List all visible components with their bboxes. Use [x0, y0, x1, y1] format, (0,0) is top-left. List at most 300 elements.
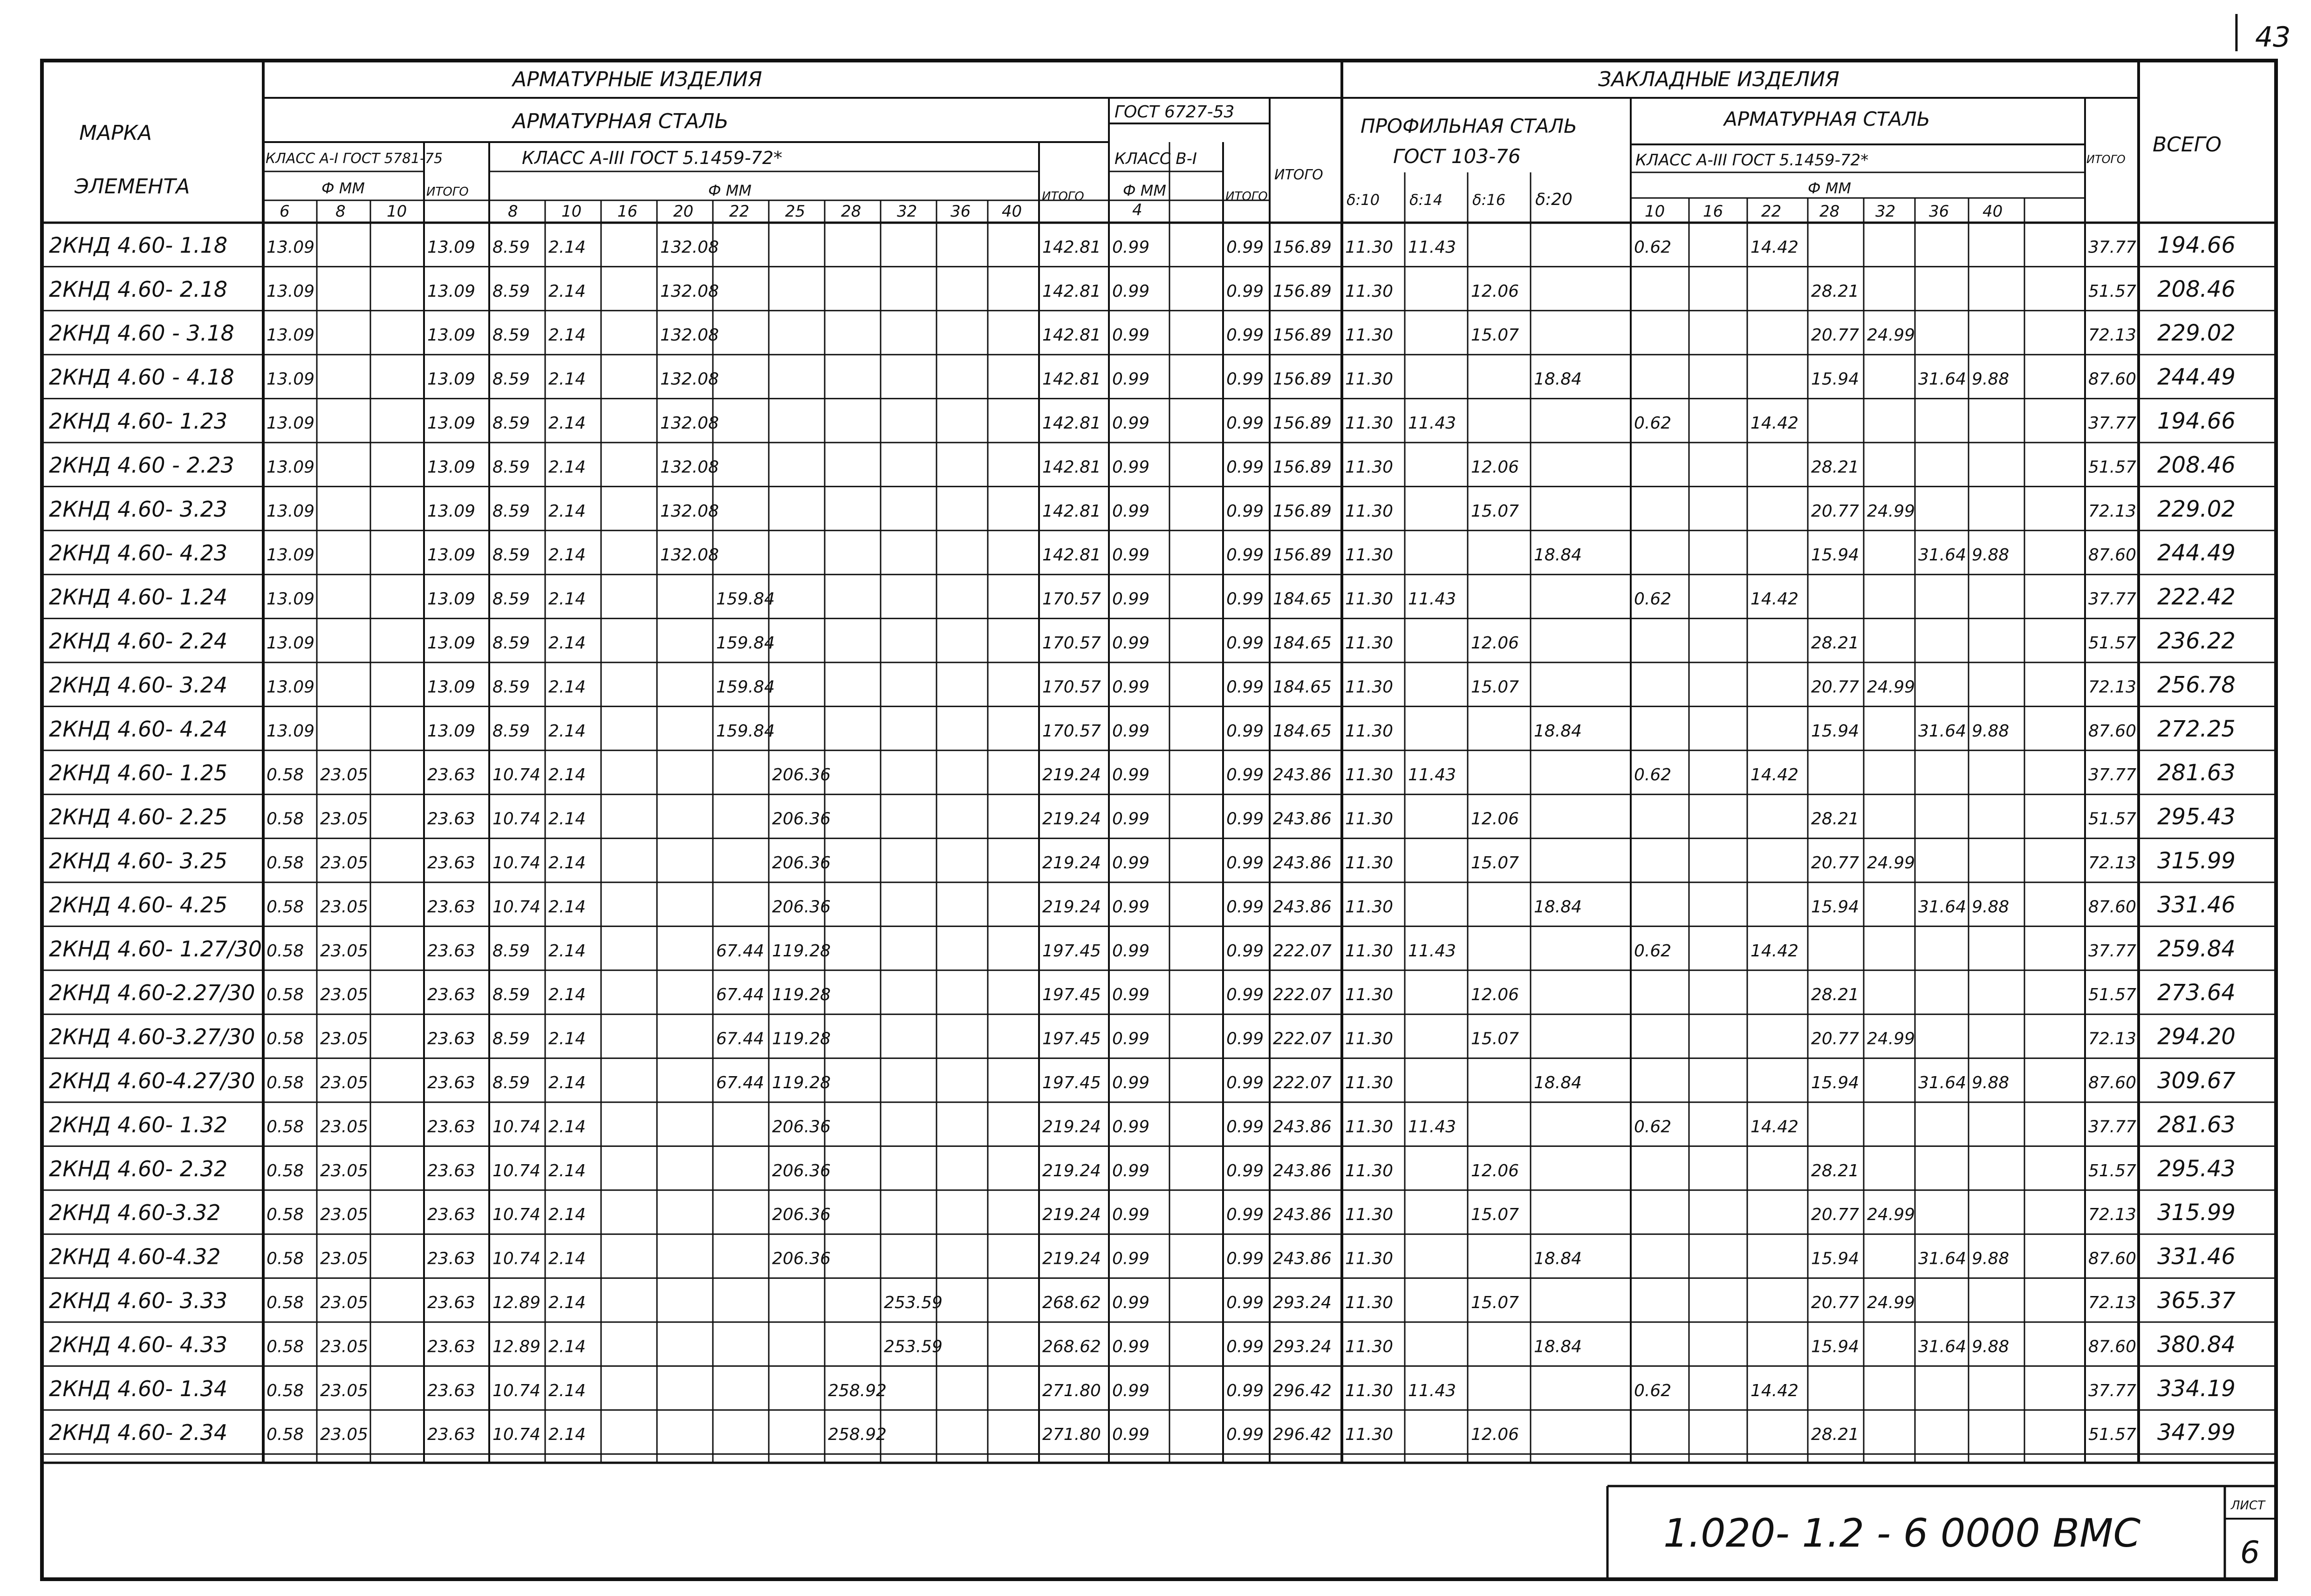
element-mark: 2КНД 4.60 - 3.18 [49, 321, 234, 346]
table-cell: 10.74 [492, 897, 541, 917]
table-cell: 23.63 [427, 941, 476, 961]
table-cell: 0.58 [267, 1029, 304, 1049]
table-cell: 2.14 [548, 721, 586, 741]
table-cell: 23.05 [320, 809, 369, 829]
table-cell: 11.30 [1345, 1293, 1394, 1312]
table-cell: 15.94 [1811, 369, 1860, 389]
table-row [49, 1024, 2236, 1050]
table-cell: 8.59 [492, 414, 530, 433]
table-cell: 10.74 [492, 1161, 541, 1180]
table-cell: 23.63 [427, 1337, 476, 1357]
table-cell: 2.14 [548, 1249, 586, 1269]
row-total: 315.99 [2157, 1200, 2236, 1226]
table-cell: 11.30 [1345, 457, 1394, 477]
table-cell: 13.09 [267, 369, 315, 389]
table-cell: 28.21 [1811, 457, 1860, 477]
element-mark: 2КНД 4.60- 3.33 [49, 1288, 228, 1313]
table-cell: 23.05 [320, 1161, 369, 1180]
table-cell: 51.57 [2088, 281, 2137, 301]
table-cell: 296.42 [1273, 1381, 1332, 1400]
element-mark: 2КНД 4.60- 1.27/30 [49, 936, 262, 962]
table-cell: 11.30 [1345, 414, 1394, 433]
table-body [42, 232, 2276, 1454]
table-cell: 37.77 [2088, 589, 2137, 609]
table-cell: 67.44 [716, 941, 765, 961]
table-cell: 0.58 [267, 941, 304, 961]
table-cell: 170.57 [1042, 589, 1101, 609]
table-cell: 9.88 [1972, 1073, 2010, 1092]
table-cell: 15.07 [1471, 853, 1519, 873]
table-cell: 2.14 [548, 414, 586, 433]
table-cell: 51.57 [2088, 985, 2137, 1005]
table-row [49, 584, 2236, 610]
table-cell: 0.99 [1112, 1205, 1150, 1225]
table-cell: 2.14 [548, 238, 586, 257]
table-cell: 9.88 [1972, 546, 2010, 565]
table-cell: 0.99 [1226, 1117, 1264, 1137]
table-cell: 0.99 [1226, 546, 1264, 565]
table-cell: 156.89 [1273, 501, 1332, 521]
table-cell: 10.74 [492, 1381, 541, 1400]
table-row [49, 672, 2236, 698]
element-mark: 2КНД 4.60- 2.24 [49, 628, 228, 654]
table-cell: 197.45 [1042, 985, 1101, 1005]
table-cell: 51.57 [2088, 1161, 2137, 1180]
table-cell: 51.57 [2088, 1425, 2137, 1445]
element-mark: 2КНД 4.60- 1.34 [49, 1376, 228, 1401]
table-cell: 8.59 [492, 941, 530, 961]
table-cell: 28.21 [1811, 281, 1860, 301]
table-cell: 11.30 [1345, 1381, 1394, 1400]
table-cell: 243.86 [1273, 1161, 1332, 1180]
table-cell: 206.36 [772, 1161, 831, 1180]
table-cell: 0.99 [1226, 589, 1264, 609]
table-cell: 13.09 [427, 281, 476, 301]
table-cell: 9.88 [1972, 1249, 2010, 1269]
table-cell: 18.84 [1534, 369, 1582, 389]
table-cell: 0.99 [1112, 1073, 1150, 1092]
table-cell: 15.94 [1811, 897, 1860, 917]
table-cell: 0.99 [1226, 1337, 1264, 1357]
table-cell: 24.99 [1867, 1293, 1915, 1312]
table-cell: 2.14 [548, 369, 586, 389]
table-cell: 11.30 [1345, 985, 1394, 1005]
table-cell: 87.60 [2088, 1073, 2137, 1092]
table-cell: 13.09 [267, 546, 315, 565]
table-cell: 0.99 [1112, 501, 1150, 521]
table-cell: 222.07 [1273, 1073, 1332, 1092]
table-cell: 13.09 [267, 721, 315, 741]
table-row [49, 1200, 2236, 1226]
element-mark: 2КНД 4.60-3.27/30 [49, 1024, 255, 1050]
table-row [49, 716, 2236, 742]
header-profile-2: δ:16 [1472, 191, 1506, 209]
row-total: 365.37 [2157, 1288, 2236, 1314]
table-cell: 222.07 [1273, 1029, 1332, 1049]
table-cell: 10.74 [492, 853, 541, 873]
table-cell: 11.43 [1408, 238, 1456, 257]
table-cell: 8.59 [492, 589, 530, 609]
header-profilnaya-stal: ПРОФИЛЬНАЯ СТАЛЬ [1361, 115, 1577, 137]
table-cell: 0.99 [1226, 501, 1264, 521]
header-phi-zakl: Ф ММ [1808, 179, 1851, 197]
table-cell: 0.62 [1634, 589, 1672, 609]
table-cell: 11.30 [1345, 1249, 1394, 1269]
table-cell: 24.99 [1867, 326, 1915, 345]
table-cell: 219.24 [1042, 1205, 1101, 1225]
table-cell: 18.84 [1534, 546, 1582, 565]
table-cell: 142.81 [1042, 501, 1101, 521]
row-total: 294.20 [2157, 1023, 2236, 1050]
header-klass-a1: КЛАСС А-I ГОСТ 5781-75 [266, 150, 443, 167]
table-cell: 31.64 [1918, 1249, 1967, 1269]
table-cell: 219.24 [1042, 1117, 1101, 1137]
table-cell: 23.05 [320, 1205, 369, 1225]
table-cell: 31.64 [1918, 546, 1967, 565]
table-cell: 37.77 [2088, 238, 2137, 257]
table-cell: 0.58 [267, 765, 304, 785]
table-cell: 11.43 [1408, 765, 1456, 785]
table-cell: 37.77 [2088, 1381, 2137, 1400]
table-cell: 15.07 [1471, 677, 1519, 697]
table-cell: 18.84 [1534, 1337, 1582, 1357]
table-cell: 0.58 [267, 1293, 304, 1312]
table-row [49, 628, 2236, 654]
table-cell: 9.88 [1972, 369, 2010, 389]
table-cell: 9.88 [1972, 721, 2010, 741]
table-row [49, 540, 2236, 566]
table-cell: 0.99 [1226, 369, 1264, 389]
table-cell: 10.74 [492, 1117, 541, 1137]
table-cell: 142.81 [1042, 414, 1101, 433]
table-cell: 67.44 [716, 985, 765, 1005]
header-diam-a3-6: 28 [841, 202, 861, 221]
row-total: 236.22 [2157, 628, 2236, 654]
element-mark: 2КНД 4.60- 2.32 [49, 1156, 228, 1181]
row-total: 380.84 [2157, 1331, 2236, 1358]
table-cell: 23.05 [320, 1249, 369, 1269]
row-total: 194.66 [2157, 408, 2236, 434]
table-cell: 8.59 [492, 677, 530, 697]
table-cell: 0.58 [267, 1205, 304, 1225]
header-diam-zakl-0: 10 [1645, 202, 1665, 221]
table-cell: 23.63 [427, 1205, 476, 1225]
element-mark: 2КНД 4.60- 4.33 [49, 1332, 228, 1357]
table-cell: 13.09 [427, 501, 476, 521]
table-cell: 219.24 [1042, 1161, 1101, 1180]
table-cell: 18.84 [1534, 1073, 1582, 1092]
sheet-number: 6 [2240, 1535, 2260, 1570]
table-cell: 11.43 [1408, 941, 1456, 961]
table-cell: 9.88 [1972, 897, 2010, 917]
table-cell: 0.99 [1112, 634, 1150, 653]
table-cell: 11.30 [1345, 1337, 1394, 1357]
table-cell: 72.13 [2088, 1205, 2137, 1225]
table-cell: 23.63 [427, 1117, 476, 1137]
row-total: 222.42 [2157, 584, 2236, 610]
element-mark: 2КНД 4.60- 4.24 [49, 716, 228, 742]
table-cell: 0.99 [1226, 1073, 1264, 1092]
table-cell: 2.14 [548, 941, 586, 961]
table-cell: 67.44 [716, 1073, 765, 1092]
table-cell: 23.05 [320, 1337, 369, 1357]
table-cell: 2.14 [548, 1381, 586, 1400]
table-cell: 253.59 [884, 1337, 943, 1357]
table-row [49, 1419, 2236, 1446]
header-diam-a3-8: 36 [950, 202, 971, 221]
table-cell: 8.59 [492, 1073, 530, 1092]
table-cell: 8.59 [492, 369, 530, 389]
row-total: 281.63 [2157, 1112, 2236, 1138]
table-cell: 31.64 [1918, 369, 1967, 389]
row-total: 256.78 [2157, 672, 2236, 698]
table-cell: 0.99 [1112, 765, 1150, 785]
table-cell: 0.62 [1634, 941, 1672, 961]
header-phi-a1: Ф ММ [321, 179, 365, 197]
table-cell: 14.42 [1750, 765, 1799, 785]
table-cell: 10.74 [492, 1425, 541, 1445]
element-mark: 2КНД 4.60-2.27/30 [49, 980, 255, 1006]
table-cell: 296.42 [1273, 1425, 1332, 1445]
header-diam-zakl-6: 40 [1983, 202, 2003, 221]
table-cell: 0.99 [1226, 941, 1264, 961]
table-cell: 87.60 [2088, 546, 2137, 565]
table-cell: 243.86 [1273, 1249, 1332, 1269]
table-row [49, 936, 2236, 962]
table-cell: 119.28 [772, 1073, 831, 1092]
table-cell: 13.09 [427, 589, 476, 609]
table-cell: 2.14 [548, 985, 586, 1005]
table-cell: 0.99 [1112, 414, 1150, 433]
table-cell: 11.30 [1345, 765, 1394, 785]
table-cell: 0.99 [1226, 721, 1264, 741]
table-row [49, 1244, 2236, 1270]
element-mark: 2КНД 4.60 - 4.18 [49, 364, 234, 390]
table-cell: 219.24 [1042, 897, 1101, 917]
table-cell: 28.21 [1811, 1425, 1860, 1445]
table-cell: 11.30 [1345, 1029, 1394, 1049]
table-cell: 11.30 [1345, 634, 1394, 653]
sheet-label: ЛИСТ [2231, 1499, 2265, 1513]
table-cell: 0.99 [1112, 1249, 1150, 1269]
table-cell: 72.13 [2088, 326, 2137, 345]
table-cell: 14.42 [1750, 1117, 1799, 1137]
table-cell: 18.84 [1534, 897, 1582, 917]
table-cell: 0.99 [1112, 677, 1150, 697]
table-cell: 87.60 [2088, 369, 2137, 389]
table-cell: 8.59 [492, 546, 530, 565]
table-cell: 184.65 [1273, 677, 1332, 697]
table-cell: 23.05 [320, 1425, 369, 1445]
table-cell: 11.43 [1408, 1381, 1456, 1400]
table-row [49, 408, 2236, 434]
table-cell: 11.30 [1345, 897, 1394, 917]
table-cell: 15.07 [1471, 501, 1519, 521]
table-cell: 87.60 [2088, 1337, 2137, 1357]
table-cell: 23.05 [320, 1073, 369, 1092]
table-cell: 0.99 [1112, 809, 1150, 829]
table-cell: 0.99 [1226, 326, 1264, 345]
table-cell: 206.36 [772, 1117, 831, 1137]
table-cell: 11.43 [1408, 414, 1456, 433]
table-cell: 12.89 [492, 1337, 541, 1357]
header-itogo-a3: ИТОГО [1042, 190, 1084, 204]
table-cell: 0.99 [1226, 677, 1264, 697]
row-total: 208.46 [2157, 452, 2236, 478]
table-cell: 11.43 [1408, 589, 1456, 609]
element-mark: 2КНД 4.60- 2.18 [49, 276, 228, 302]
table-cell: 8.59 [492, 501, 530, 521]
table-cell: 11.30 [1345, 326, 1394, 345]
table-cell: 20.77 [1811, 677, 1860, 697]
table-cell: 2.14 [548, 897, 586, 917]
table-cell: 23.63 [427, 1073, 476, 1092]
row-total: 295.43 [2157, 804, 2236, 830]
table-cell: 0.58 [267, 1161, 304, 1180]
table-cell: 13.09 [427, 546, 476, 565]
table-row [49, 980, 2236, 1006]
element-mark: 2КНД 4.60- 3.23 [49, 496, 228, 522]
header-zakladnye-izdeliya: ЗАКЛАДНЫЕ ИЗДЕЛИЯ [1598, 68, 1839, 91]
element-mark: 2КНД 4.60-3.32 [49, 1200, 221, 1226]
table-row [49, 760, 2236, 786]
table-cell: 0.99 [1112, 1161, 1150, 1180]
header-diam-zakl-3: 28 [1819, 202, 1840, 221]
header-klass-a3: КЛАСС А-III ГОСТ 5.1459-72* [522, 148, 783, 168]
table-cell: 132.08 [660, 281, 719, 301]
table-cell: 51.57 [2088, 457, 2137, 477]
table-cell: 2.14 [548, 501, 586, 521]
table-cell: 23.05 [320, 941, 369, 961]
table-cell: 28.21 [1811, 809, 1860, 829]
table-cell: 142.81 [1042, 369, 1101, 389]
table-cell: 24.99 [1867, 501, 1915, 521]
table-cell: 219.24 [1042, 809, 1101, 829]
table-cell: 15.07 [1471, 1205, 1519, 1225]
row-total: 229.02 [2157, 320, 2236, 347]
title-block [1663, 1499, 2266, 1570]
table-cell: 11.30 [1345, 1161, 1394, 1180]
element-mark: 2КНД 4.60- 2.34 [49, 1420, 228, 1446]
table-cell: 0.99 [1226, 1425, 1264, 1445]
table-cell: 51.57 [2088, 809, 2137, 829]
table-cell: 142.81 [1042, 281, 1101, 301]
element-mark: 2КНД 4.60- 3.24 [49, 672, 228, 698]
table-cell: 197.45 [1042, 941, 1101, 961]
table-cell: 219.24 [1042, 853, 1101, 873]
table-cell: 23.63 [427, 1381, 476, 1400]
table-cell: 10.74 [492, 765, 541, 785]
header-armaturnye-izdeliya: АРМАТУРНЫЕ ИЗДЕЛИЯ [513, 68, 762, 91]
table-cell: 0.58 [267, 1073, 304, 1092]
header-diam-a3-1: 10 [561, 202, 582, 221]
row-total: 331.46 [2157, 1243, 2236, 1270]
table-cell: 184.65 [1273, 589, 1332, 609]
table-cell: 13.09 [267, 457, 315, 477]
table-cell: 142.81 [1042, 238, 1101, 257]
header-zakl-klass-a3: КЛАСС А-III ГОСТ 5.1459-72* [1635, 151, 1869, 170]
table-cell: 31.64 [1918, 897, 1967, 917]
table-cell: 23.63 [427, 985, 476, 1005]
table-cell: 0.99 [1226, 1029, 1264, 1049]
header-zakl-armaturnaya-stal: АРМАТУРНАЯ СТАЛЬ [1724, 108, 1930, 130]
element-mark: 2КНД 4.60-4.27/30 [49, 1068, 255, 1093]
table-cell: 0.99 [1226, 634, 1264, 653]
table-cell: 0.99 [1112, 1337, 1150, 1357]
table-cell: 159.84 [716, 589, 775, 609]
table-cell: 12.06 [1471, 1425, 1519, 1445]
row-total: 295.43 [2157, 1155, 2236, 1182]
table-cell: 23.63 [427, 1293, 476, 1312]
table-cell: 243.86 [1273, 897, 1332, 917]
table-cell: 0.99 [1112, 1293, 1150, 1312]
table-cell: 2.14 [548, 589, 586, 609]
table-cell: 15.94 [1811, 1337, 1860, 1357]
table-cell: 23.63 [427, 1029, 476, 1049]
table-cell: 8.59 [492, 281, 530, 301]
table-cell: 12.06 [1471, 985, 1519, 1005]
header-profile-0: δ:10 [1347, 191, 1380, 209]
header-gost-6727: ГОСТ 6727-53 [1114, 102, 1235, 122]
table-cell: 0.58 [267, 809, 304, 829]
header-diam-a3-0: 8 [508, 202, 518, 221]
table-cell: 23.63 [427, 1249, 476, 1269]
table-cell: 24.99 [1867, 853, 1915, 873]
table-cell: 243.86 [1273, 853, 1332, 873]
row-total: 281.63 [2157, 760, 2236, 786]
element-mark: 2КНД 4.60 - 2.23 [49, 452, 234, 478]
header-phi-a3: Ф ММ [708, 182, 752, 199]
table-row [49, 452, 2236, 478]
table-cell: 11.30 [1345, 1073, 1394, 1092]
table-cell: 18.84 [1534, 721, 1582, 741]
table-cell: 11.30 [1345, 501, 1394, 521]
table-cell: 0.99 [1112, 238, 1150, 257]
table-cell: 219.24 [1042, 1249, 1101, 1269]
table-cell: 28.21 [1811, 634, 1860, 653]
table-cell: 0.99 [1112, 853, 1150, 873]
table-cell: 13.09 [267, 501, 315, 521]
row-total: 347.99 [2157, 1419, 2236, 1446]
header-gost-103: ГОСТ 103-76 [1393, 145, 1521, 168]
table-cell: 243.86 [1273, 809, 1332, 829]
table-cell: 142.81 [1042, 326, 1101, 345]
table-cell: 13.09 [427, 414, 476, 433]
table-cell: 119.28 [772, 985, 831, 1005]
table-cell: 2.14 [548, 546, 586, 565]
table-cell: 15.07 [1471, 1029, 1519, 1049]
table-cell: 206.36 [772, 853, 831, 873]
table-cell: 271.80 [1042, 1425, 1101, 1445]
header-profile-3: δ:20 [1535, 190, 1573, 209]
table-cell: 293.24 [1273, 1337, 1332, 1357]
row-total: 334.19 [2157, 1375, 2236, 1402]
table-cell: 132.08 [660, 457, 719, 477]
table-cell: 2.14 [548, 1293, 586, 1312]
table-cell: 0.99 [1112, 1117, 1150, 1137]
table-cell: 271.80 [1042, 1381, 1101, 1400]
header-armaturnaya-stal: АРМАТУРНАЯ СТАЛЬ [513, 109, 729, 133]
table-cell: 37.77 [2088, 765, 2137, 785]
table-cell: 11.30 [1345, 589, 1394, 609]
table-cell: 268.62 [1042, 1293, 1101, 1312]
table-cell: 23.05 [320, 1117, 369, 1137]
table-cell: 20.77 [1811, 1293, 1860, 1312]
header-phi-b1: Ф ММ [1123, 182, 1166, 199]
table-cell: 0.99 [1112, 1425, 1150, 1445]
row-total: 331.46 [2157, 892, 2236, 918]
table-cell: 2.14 [548, 281, 586, 301]
